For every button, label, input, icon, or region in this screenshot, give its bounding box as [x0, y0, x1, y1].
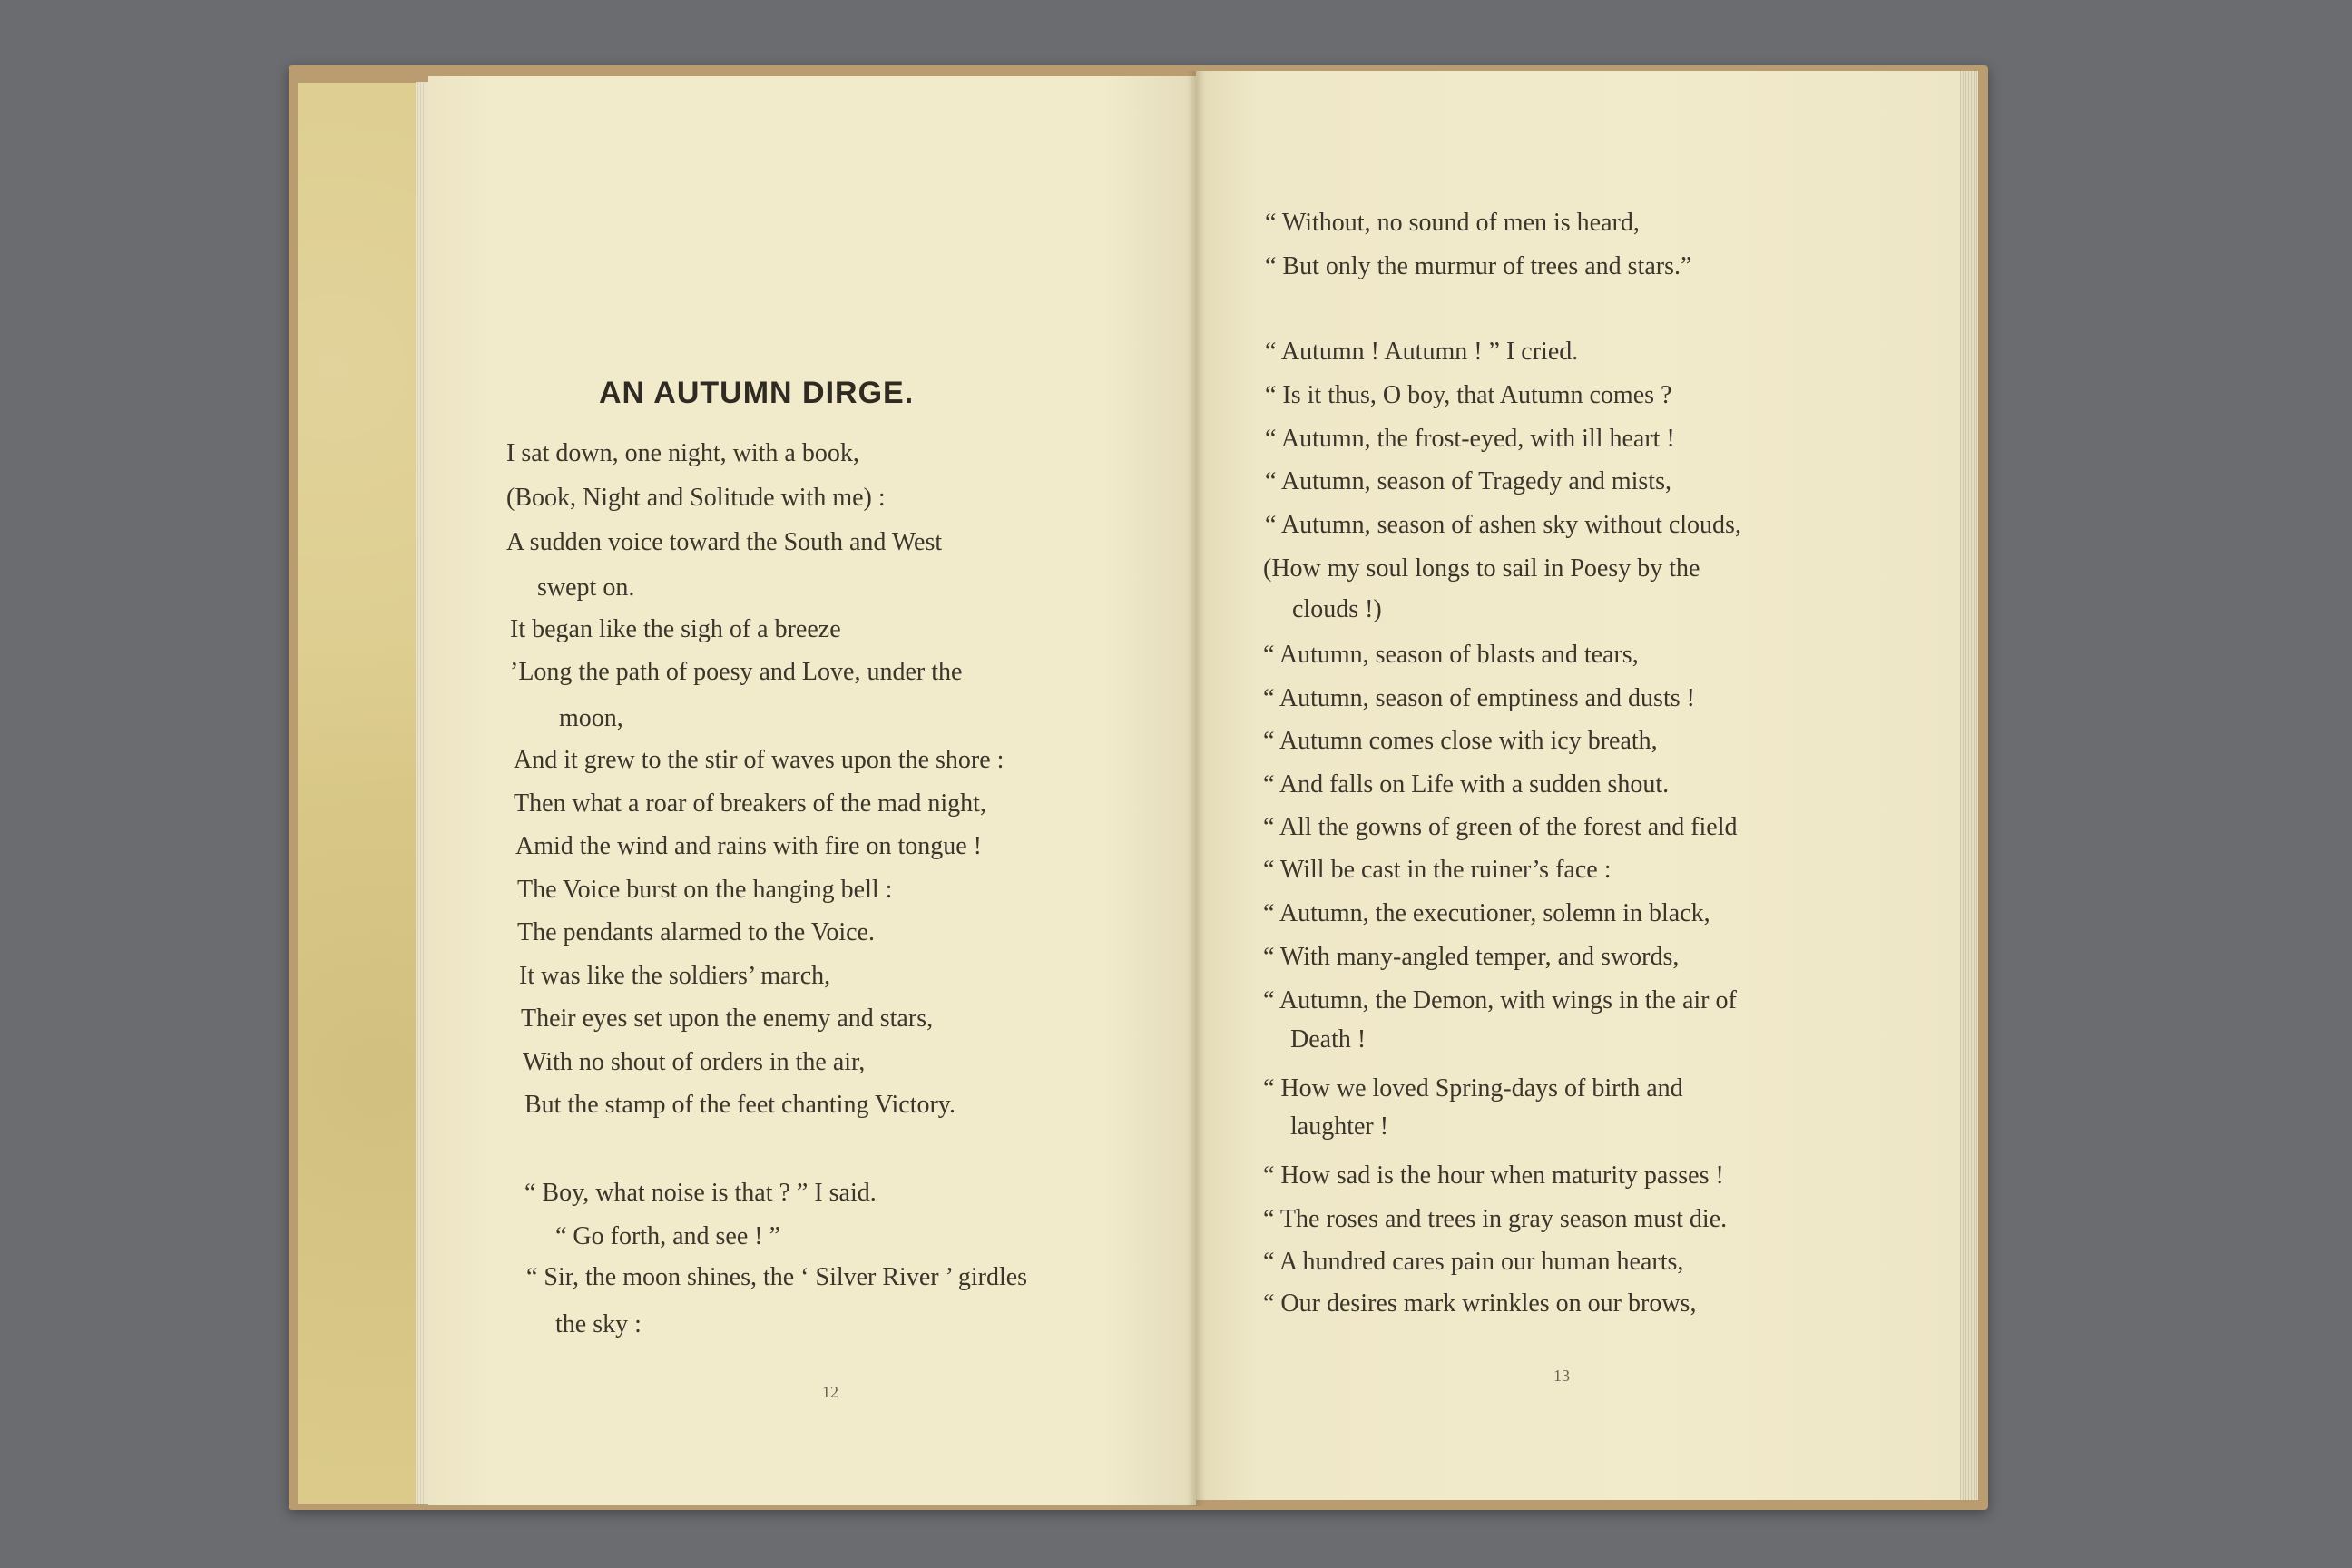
right-line: “ All the gowns of green of the forest and field — [1263, 813, 1738, 841]
poem-title: AN AUTUMN DIRGE. — [599, 376, 915, 410]
left-line: And it grew to the stir of waves upon the shore : — [514, 746, 1004, 774]
left-line: the sky : — [555, 1310, 642, 1338]
right-line: “ Without, no sound of men is heard, — [1265, 209, 1640, 237]
left-line: The pendants alarmed to the Voice. — [517, 918, 875, 946]
left-line: moon, — [559, 704, 623, 732]
left-line: Their eyes set upon the enemy and stars, — [521, 1004, 934, 1033]
left-line: “ Sir, the moon shines, the ‘ Silver River ’ girdles — [526, 1263, 1028, 1291]
right-line: “ Autumn, the frost-eyed, with ill heart ! — [1265, 425, 1675, 453]
page-edges-right — [1958, 71, 1978, 1500]
right-line: “ Will be cast in the ruiner’s face : — [1263, 856, 1612, 884]
left-line: With no shout of orders in the air, — [523, 1048, 866, 1076]
right-line: “ How sad is the hour when maturity passes ! — [1263, 1161, 1724, 1190]
right-line: “ How we loved Spring-days of birth and — [1263, 1074, 1683, 1102]
right-line: “ Autumn, season of Tragedy and mists, — [1265, 467, 1671, 495]
left-line: It began like the sigh of a breeze — [510, 615, 841, 643]
left-line: Amid the wind and rains with fire on tongue ! — [515, 832, 983, 860]
left-line: “ Boy, what noise is that ? ” I said. — [524, 1179, 877, 1207]
left-line: A sudden voice toward the South and West — [506, 528, 943, 556]
right-line: “ Autumn, season of blasts and tears, — [1263, 641, 1639, 669]
left-line: The Voice burst on the hanging bell : — [517, 876, 893, 904]
left-line: But the stamp of the feet chanting Victory. — [524, 1091, 956, 1119]
endpaper — [298, 83, 416, 1504]
right-line: “ And falls on Life with a sudden shout. — [1263, 770, 1670, 799]
right-line: “ Autumn, season of ashen sky without clouds, — [1265, 511, 1741, 539]
left-line: It was like the soldiers’ march, — [519, 962, 831, 990]
right-line: (How my soul longs to sail in Poesy by the — [1263, 554, 1700, 583]
left-line: I sat down, one night, with a book, — [506, 439, 859, 467]
right-line: “ Is it thus, O boy, that Autumn comes ? — [1265, 381, 1672, 409]
left-line: swept on. — [537, 573, 635, 602]
right-line: laughter ! — [1290, 1112, 1389, 1141]
right-line: “ Autumn, season of emptiness and dusts ! — [1263, 684, 1695, 712]
right-line: “ Autumn ! Autumn ! ” I cried. — [1265, 338, 1579, 366]
right-line: “ Autumn comes close with icy breath, — [1263, 727, 1658, 755]
page-number-left: 12 — [822, 1383, 838, 1401]
right-line: “ Autumn, the Demon, with wings in the air of — [1263, 986, 1737, 1014]
right-line: “ Autumn, the executioner, solemn in black, — [1263, 899, 1710, 927]
page-number-right: 13 — [1553, 1367, 1570, 1385]
book-gutter — [1187, 71, 1205, 1506]
right-line: “ But only the murmur of trees and stars.” — [1265, 252, 1692, 280]
left-line: (Book, Night and Solitude with me) : — [506, 484, 886, 512]
left-line: Then what a roar of breakers of the mad night, — [514, 789, 986, 818]
right-line: “ The roses and trees in gray season must die. — [1263, 1205, 1728, 1233]
right-line: Death ! — [1290, 1025, 1367, 1054]
right-line: clouds !) — [1292, 595, 1382, 623]
left-line: ’Long the path of poesy and Love, under the — [510, 658, 963, 686]
left-line: “ Go forth, and see ! ” — [555, 1222, 781, 1250]
right-line: “ With many-angled temper, and swords, — [1263, 943, 1680, 971]
right-line: “ A hundred cares pain our human hearts, — [1263, 1248, 1684, 1276]
right-line: “ Our desires mark wrinkles on our brows, — [1263, 1289, 1697, 1318]
